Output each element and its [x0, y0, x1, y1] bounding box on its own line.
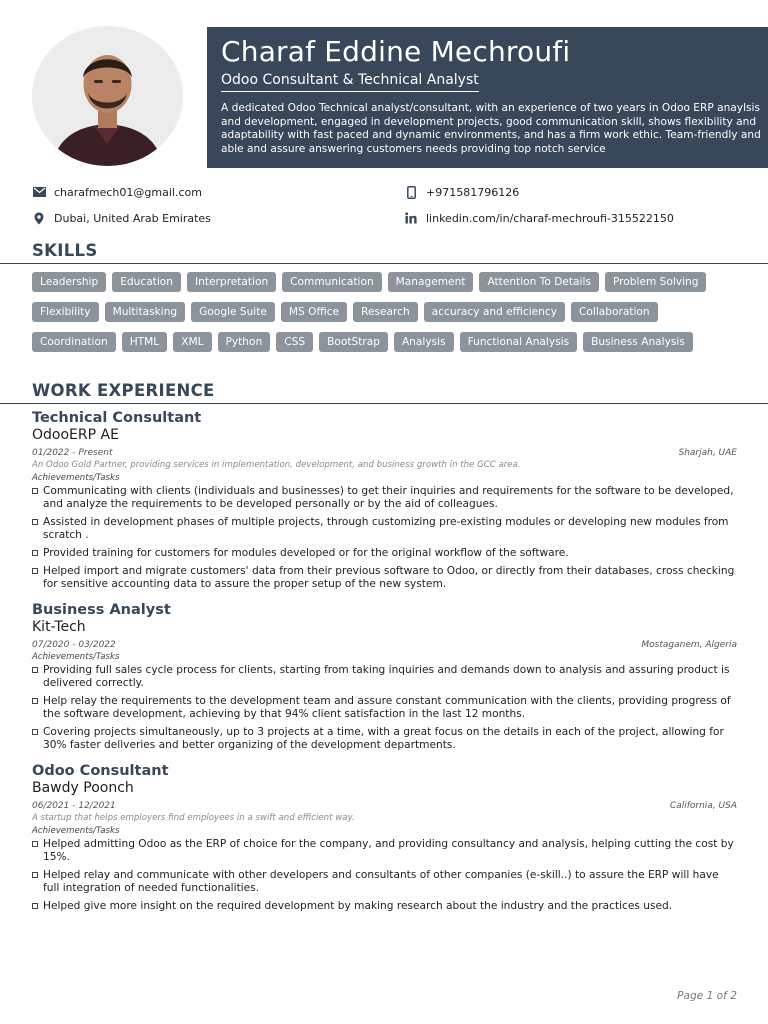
- phone-icon: [404, 185, 418, 199]
- work-heading: WORK EXPERIENCE: [32, 381, 215, 400]
- achievement-text: Helped admitting Odoo as the ERP of choice for the company, and providing consultancy and analysis, helping cutting the cost by 15%.: [43, 838, 734, 863]
- achievement-item: [32, 547, 737, 560]
- achievement-text: Help relay the requirements to the development team and assure constant communication with the clients, providing progress of the software development, achieving by that 94% client satisfaction in the last 12 months.: [43, 695, 731, 720]
- skills-heading: SKILLS: [32, 241, 98, 260]
- envelope-icon: [32, 185, 46, 199]
- skill-tag: CSS: [276, 332, 313, 352]
- square-bullet-icon: [32, 568, 38, 574]
- job-company: OdooERP AE: [32, 427, 119, 443]
- square-bullet-icon: [32, 841, 38, 847]
- skill-tag: accuracy and efficiency: [424, 302, 565, 322]
- job-entry: [32, 762, 737, 913]
- job-title: Odoo Consultant: [32, 763, 169, 779]
- achievement-text: Provided training for customers for modules developed or for the original workflow of the software.: [43, 547, 569, 559]
- achievement-item: [32, 869, 737, 895]
- linkedin-icon: [404, 211, 418, 225]
- job-entry: [32, 409, 737, 591]
- achievement-text: Communicating with clients (individuals and businesses) to get their inquiries and requirements for the software to be developed, and analyze the requirements to be developed personally or by the aid of colleagues.: [43, 485, 734, 510]
- email-text: charafmech01@gmail.com: [54, 185, 202, 199]
- map-pin-icon: [32, 211, 46, 225]
- candidate-name: Charaf Eddine Mechroufi: [221, 35, 571, 68]
- square-bullet-icon: [32, 550, 38, 556]
- job-location: California, USA: [669, 801, 737, 811]
- skill-tag: Coordination: [32, 332, 116, 352]
- skill-tag: Education: [112, 272, 181, 292]
- achievement-item: [32, 516, 737, 542]
- header-panel: [207, 27, 768, 168]
- square-bullet-icon: [32, 488, 38, 494]
- contact-email[interactable]: [32, 185, 202, 199]
- skill-tag: Google Suite: [191, 302, 275, 322]
- job-description: A startup that helps employers find employees in a swift and efficient way.: [32, 813, 355, 823]
- job-title: Business Analyst: [32, 602, 171, 618]
- achievement-text: Helped give more insight on the required development by making research about the industry and the practices used.: [43, 900, 673, 912]
- skill-tag: XML: [173, 332, 211, 352]
- skill-tag: Research: [353, 302, 418, 322]
- job-dates: 06/2021 - 12/2021: [32, 801, 116, 811]
- square-bullet-icon: [32, 519, 38, 525]
- skill-tag: BootStrap: [319, 332, 388, 352]
- contact-location: [32, 211, 211, 225]
- achievement-item: [32, 664, 737, 690]
- achievement-item: [32, 726, 737, 752]
- linkedin-text: linkedin.com/in/charaf-mechroufi-315522150: [426, 211, 674, 225]
- skill-tag: Leadership: [32, 272, 106, 292]
- skill-tag: Multitasking: [105, 302, 186, 322]
- achievement-text: Helped import and migrate customers' data from their previous software to Odoo, or directly from their databases, cross checking for sensitive accounting data to assure the proper setup of the new system.: [43, 565, 735, 590]
- skill-tag: Functional Analysis: [460, 332, 578, 352]
- job-meta: [32, 639, 737, 651]
- work-divider: [0, 403, 768, 404]
- skill-tag: HTML: [122, 332, 167, 352]
- job-description: An Odoo Gold Partner, providing services in implementation, development, and business growth in the GCC area.: [32, 460, 521, 470]
- achievement-item: [32, 838, 737, 864]
- achievement-text: Providing full sales cycle process for clients, starting from taking inquiries and demands down to analysis and assuring product is delivered correctly.: [43, 664, 730, 689]
- job-meta: [32, 800, 737, 812]
- achievements-label: Achievements/Tasks: [32, 473, 120, 483]
- skill-tag: Collaboration: [571, 302, 658, 322]
- job-dates: 07/2020 - 03/2022: [32, 640, 116, 650]
- skill-tag: MS Office: [281, 302, 347, 322]
- skills-row: [32, 272, 752, 292]
- job-location: Mostaganem, Algeria: [641, 640, 737, 650]
- square-bullet-icon: [32, 903, 38, 909]
- contact-phone[interactable]: [404, 185, 519, 199]
- achievements-list: [32, 838, 737, 913]
- job-entry: [32, 601, 737, 752]
- phone-text: +971581796126: [426, 185, 520, 199]
- skill-tag: Python: [218, 332, 271, 352]
- job-dates: 01/2022 - Present: [32, 448, 113, 458]
- skills-row: [32, 302, 752, 322]
- skill-tag: Management: [388, 272, 474, 292]
- skills-list: [32, 272, 752, 362]
- job-meta: [32, 447, 737, 459]
- skill-tag: Problem Solving: [605, 272, 706, 292]
- profile-photo: [32, 26, 183, 166]
- achievements-label: Achievements/Tasks: [32, 826, 120, 836]
- skill-tag: Analysis: [394, 332, 454, 352]
- job-company: Kit-Tech: [32, 619, 86, 635]
- achievements-list: [32, 485, 737, 591]
- page-number: Page 1 of 2: [677, 990, 737, 1002]
- location-text: Dubai, United Arab Emirates: [54, 211, 211, 225]
- job-location: Sharjah, UAE: [678, 448, 737, 458]
- skills-row: [32, 332, 752, 352]
- profile-summary: A dedicated Odoo Technical analyst/consultant, with an experience of two years in Odoo ERP anaylsis and development, engaged in development projects, good communication skill, shows flexibility and adaptability with fast paced and dynamic environments, and has a firm work ethic. Team-friendly and able and assure answering customers needs providing top notch service: [221, 102, 761, 155]
- work-experience-list: [32, 409, 737, 923]
- square-bullet-icon: [32, 872, 38, 878]
- square-bullet-icon: [32, 698, 38, 704]
- skill-tag: Attention To Details: [479, 272, 599, 292]
- square-bullet-icon: [32, 667, 38, 673]
- skill-tag: Business Analysis: [583, 332, 693, 352]
- contact-linkedin[interactable]: [404, 211, 674, 225]
- achievement-item: [32, 565, 737, 591]
- achievement-text: Assisted in development phases of multiple projects, through customizing pre-existing modules or developing new modules from scratch .: [43, 516, 729, 541]
- skill-tag: Interpretation: [187, 272, 276, 292]
- job-company: Bawdy Poonch: [32, 780, 134, 796]
- achievement-item: [32, 695, 737, 721]
- skills-divider: [0, 263, 768, 264]
- achievement-item: [32, 900, 737, 913]
- skill-tag: Flexibility: [32, 302, 99, 322]
- square-bullet-icon: [32, 729, 38, 735]
- achievement-text: Covering projects simultaneously, up to 3 projects at a time, with a great focus on the details in each of the project, allowing for 30% faster deliveries and better organizing of the development departments.: [43, 726, 724, 751]
- achievements-label: Achievements/Tasks: [32, 652, 120, 662]
- candidate-role: Odoo Consultant & Technical Analyst: [221, 71, 479, 92]
- skill-tag: Communication: [282, 272, 382, 292]
- job-title: Technical Consultant: [32, 410, 202, 426]
- person-portrait-icon: [32, 26, 183, 166]
- achievements-list: [32, 664, 737, 752]
- achievement-text: Helped relay and communicate with other developers and consultants of other companies (e-skill..) to assure the ERP will have full integration of needed functionalities.: [43, 869, 719, 894]
- achievement-item: [32, 485, 737, 511]
